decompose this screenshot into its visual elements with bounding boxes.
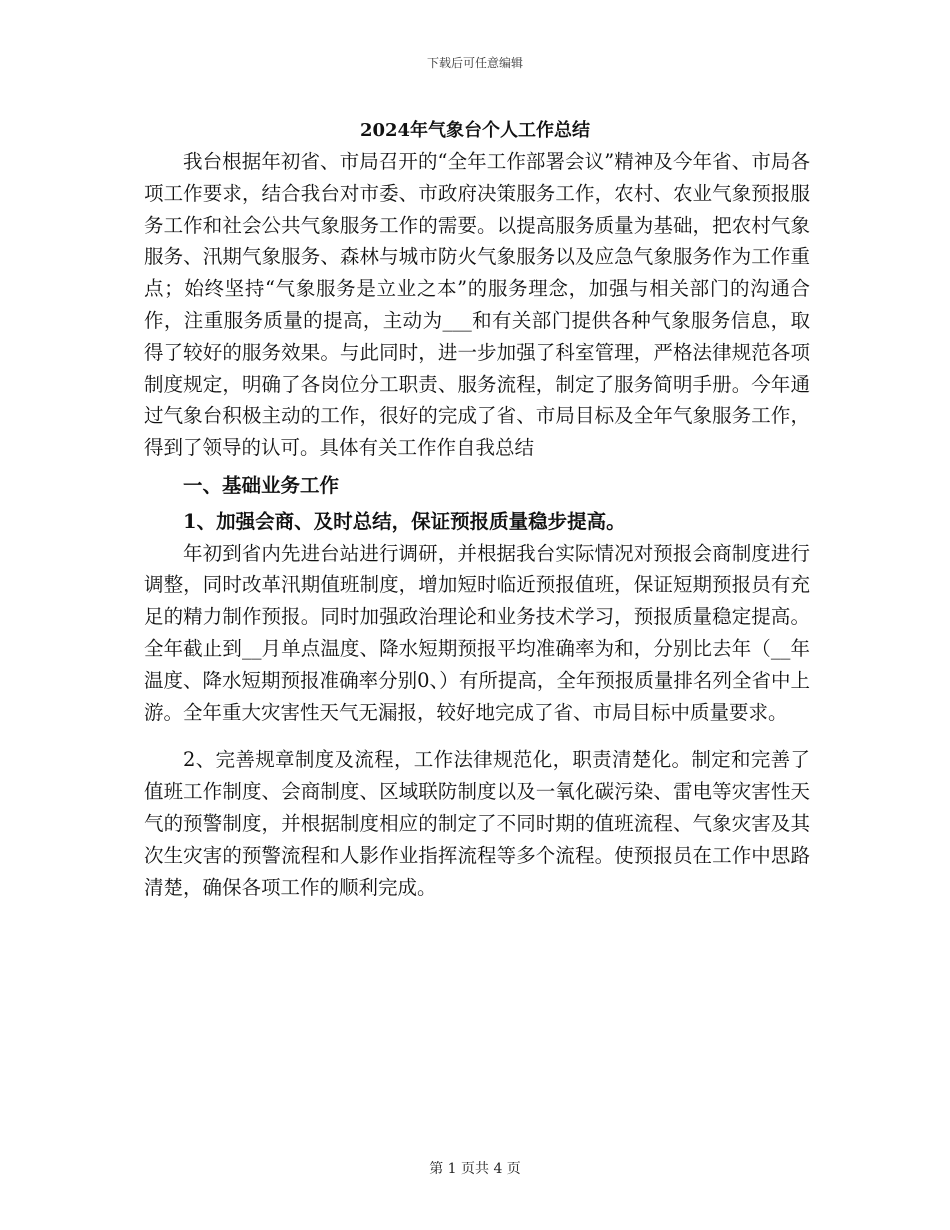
document-body xyxy=(144,146,810,903)
subsection-heading: 1、加强会商、及时总结，保证预报质量稳步提高。 xyxy=(183,509,626,533)
header-note: 下载后可任意编辑 xyxy=(426,56,523,70)
body-paragraph: 2、完善规章制度及流程，工作法律规范化，职责清楚化。制定和完善了值班工作制度、会商制度、区域联防制度以及一氧化碳污染、雷电等灾害性天气的预警制度，并根据制度相应的制定了不同时期的值班流程、气象灾害及其次生灾害的预警流程和人影作业指挥流程等多个流程。使预报员在工作中思路清楚，确保各项工作的顺利完成。 xyxy=(144,748,810,899)
section-heading: 一、基础业务工作 xyxy=(183,473,340,497)
page-number: 第 1 页共 4 页 xyxy=(429,1161,521,1177)
body-paragraph: 年初到省内先进台站进行调研，并根据我台实际情况对预报会商制度进行调整，同时改革汛期值班制度，增加短时临近预报值班，保证短期预报员有充足的精力制作预报。同时加强政治理论和业务技术学习，预报质量稳定提高。全年截止到__月单点温度、降水短期预报平均准确率为和，分别比去年（__年温度、降水短期预报准确率分别0、）有所提高，全年预报质量排名列全省中上游。全年重大灾害性天气无漏报，较好地完成了省、市局目标中质量要求。 xyxy=(144,541,810,724)
intro-paragraph: 我台根据年初省、市局召开的“全年工作部署会议”精神及今年省、市局各项工作要求，结合我台对市委、市政府决策服务工作，农村、农业气象预报服务工作和社会公共气象服务工作的需要。以提高服务质量为基础，把农村气象服务、汛期气象服务、森林与城市防火气象服务以及应急气象服务作为工作重点；始终坚持“气象服务是立业之本”的服务理念，加强与相关部门的沟通合作，注重服务质量的提高，主动为___和有关部门提供各种气象服务信息，取得了较好的服务效果。与此同时，进一步加强了科室管理，严格法律规范各项制度规定，明确了各岗位分工职责、服务流程，制定了服务简明手册。今年通过气象台积极主动的工作，很好的完成了省、市局目标及全年气象服务工作，得到了领导的认可。具体有关工作作自我总结 xyxy=(144,150,810,460)
document-title: 2024年气象台个人工作总结 xyxy=(359,120,591,141)
